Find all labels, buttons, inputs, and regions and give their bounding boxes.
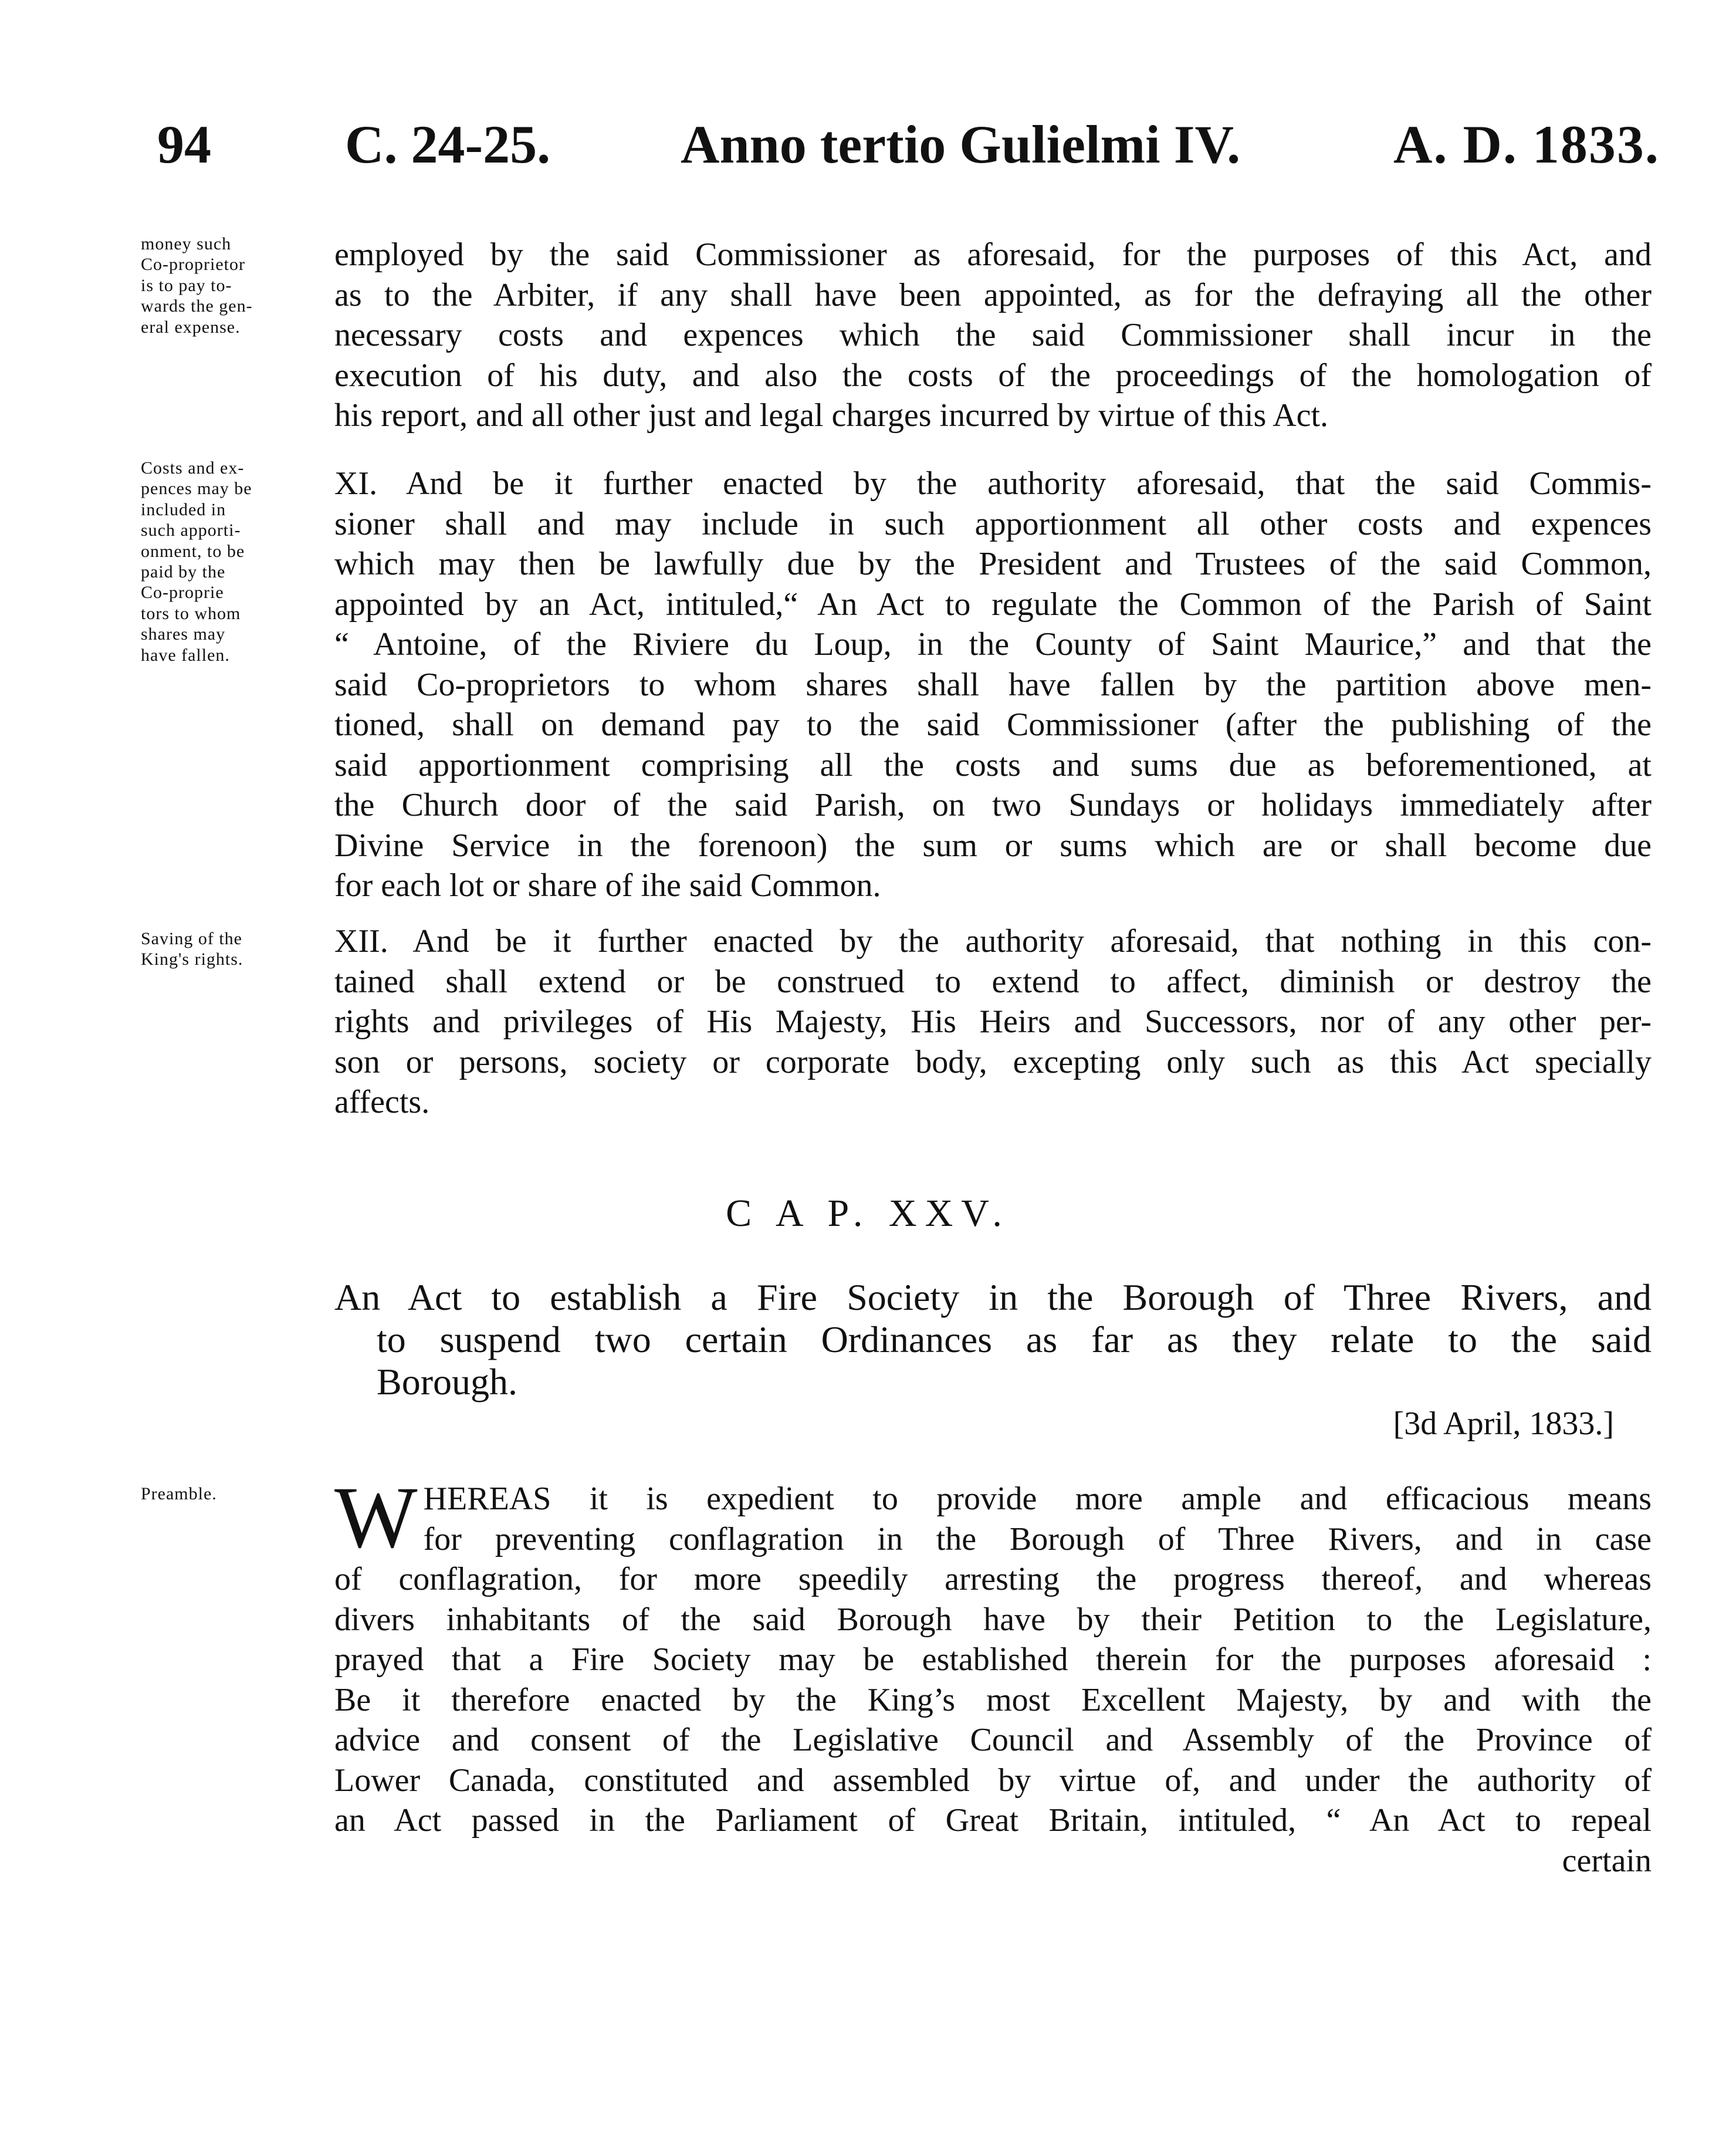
text-line: HEREAS it is expedient to provide more ample and efficacious means <box>423 1481 1652 1517</box>
text-line: necessary costs and expences which the said Commissioner shall incur in the <box>334 317 1652 353</box>
text-line: an Act passed in the Parliament of Great Britain, intituled, “ An Act to repeal <box>334 1802 1652 1839</box>
side-note-preamble <box>141 1484 334 1504</box>
side-note-line: is to pay to- <box>141 275 232 295</box>
text-line: “ Antoine, of the Riviere du Loup, in the County of Saint Maurice,” and that the <box>334 626 1652 663</box>
text-line: Be it therefore enacted by the King’s most Excellent Majesty, by and with the <box>334 1681 1652 1718</box>
text-line: Lower Canada, constituted and assembled by virtue of, and under the authority of <box>334 1762 1652 1799</box>
act-date: [3d April, 1833.] <box>1393 1405 1614 1442</box>
text-line: tioned, shall on demand pay to the said Commissioner (after the publishing of the <box>334 707 1652 743</box>
running-title: Anno tertio Gulielmi IV. <box>681 114 1241 174</box>
text-line: said Co-proprietors to whom shares shall have fallen by the partition above men- <box>334 666 1652 703</box>
side-note-line: Costs and ex- <box>141 458 245 478</box>
text-line: advice and consent of the Legislative Council and Assembly of the Province of <box>334 1722 1652 1758</box>
chapter-heading: C A P. XXV. <box>726 1192 1010 1235</box>
side-note-general-expense <box>141 234 334 337</box>
act-title-line: Borough. <box>377 1361 517 1403</box>
text-line: son or persons, society or corporate body, excepting only such as this Act specially <box>334 1043 1652 1080</box>
side-note-kings-rights <box>141 928 334 970</box>
drop-cap: W <box>334 1479 418 1559</box>
side-note-line: tors to whom <box>141 603 241 623</box>
section-continuation <box>334 235 1652 436</box>
side-note-line: such apporti- <box>141 521 241 540</box>
catchword: certain <box>1562 1842 1652 1879</box>
text-line: said apportionment comprising all the costs and sums due as beforementioned, at <box>334 746 1652 783</box>
act-title-line: An Act to establish a Fire Society in the Borough of Three Rivers, and <box>334 1276 1652 1318</box>
text-line: Divine Service in the forenoon) the sum or sums which are or shall become due <box>334 827 1652 864</box>
side-note-line: included in <box>141 499 226 519</box>
text-line: of conflagration, for more speedily arresting the progress thereof, and whereas <box>334 1561 1652 1597</box>
text-line: tained shall extend or be construed to extend to affect, diminish or destroy the <box>334 963 1652 1000</box>
section-xii <box>334 921 1652 1123</box>
text-line: employed by the said Commissioner as aforesaid, for the purposes of this Act, and <box>334 236 1652 273</box>
text-line: divers inhabitants of the said Borough have by their Petition to the Legislature, <box>334 1601 1652 1638</box>
side-note-line: Co-proprie <box>141 583 224 603</box>
text-line: his report, and all other just and legal charges incurred by virtue of this Act. <box>334 397 1329 434</box>
text-line: rights and privileges of His Majesty, His Heirs and Successors, nor of any other per- <box>334 1003 1652 1040</box>
text-line: for preventing conflagration in the Borough of Three Rivers, and in case <box>423 1520 1652 1557</box>
text-line: the Church door of the said Parish, on two Sundays or holidays immediately after <box>334 787 1652 823</box>
side-note-line: money such <box>141 234 232 254</box>
text-line: for each lot or share of ihe said Common. <box>334 867 881 904</box>
side-note-costs-and-expences <box>141 458 334 665</box>
preamble-opening <box>334 1479 1652 1559</box>
side-note-line: King's rights. <box>141 949 243 969</box>
text-line: which may then be lawfully due by the President and Trustees of the said Common, <box>334 546 1652 582</box>
side-note-line: Preamble. <box>141 1484 217 1503</box>
text-line: XI. And be it further enacted by the authority aforesaid, that the said Commis- <box>334 465 1652 502</box>
text-line: as to the Arbiter, if any shall have been appointed, as for the defraying all the other <box>334 276 1652 313</box>
act-title <box>334 1276 1652 1403</box>
side-note-line: shares may <box>141 624 226 644</box>
preamble <box>334 1479 1652 1881</box>
act-title-line: to suspend two certain Ordinances as far as they relate to the said <box>377 1319 1652 1360</box>
side-note-line: eral expense. <box>141 317 241 337</box>
text-line: XII. And be it further enacted by the authority aforesaid, that nothing in this con- <box>334 923 1652 959</box>
section-xi <box>334 464 1652 906</box>
side-note-line: have fallen. <box>141 645 230 665</box>
text-line: prayed that a Fire Society may be established therein for the purposes aforesaid : <box>334 1641 1652 1678</box>
side-note-line: wards the gen- <box>141 296 253 316</box>
chapter-reference: C. 24-25. <box>345 114 551 174</box>
text-line: appointed by an Act, intituled,“ An Act to regulate the Common of the Parish of Saint <box>334 586 1652 623</box>
text-line: sioner shall and may include in such apportionment all other costs and expences <box>334 505 1652 542</box>
text-line: execution of his duty, and also the costs of the proceedings of the homologation of <box>334 357 1652 394</box>
text-line: affects. <box>334 1084 430 1120</box>
side-note-line: pences may be <box>141 479 252 499</box>
running-year: A. D. 1833. <box>1393 114 1660 174</box>
page-number: 94 <box>157 114 211 174</box>
side-note-line: Saving of the <box>141 929 242 948</box>
side-note-line: Co-proprietor <box>141 255 245 275</box>
side-note-line: onment, to be <box>141 541 245 561</box>
side-note-line: paid by the <box>141 562 226 582</box>
